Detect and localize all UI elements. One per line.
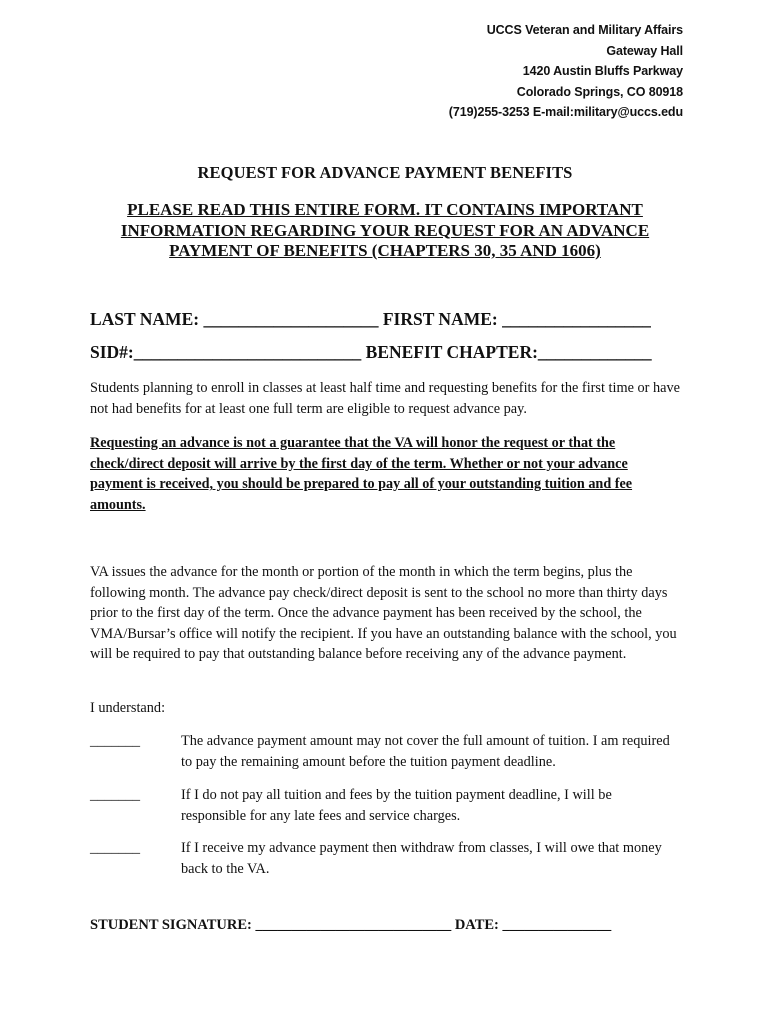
first-name-field[interactable]: FIRST NAME: _________________ [382, 309, 651, 329]
last-name-field[interactable]: LAST NAME: ____________________ [90, 309, 379, 329]
letterhead [449, 20, 683, 123]
letterhead-city: Colorado Springs, CO 80918 [516, 84, 683, 99]
initials-blank[interactable]: _______ [90, 787, 141, 803]
letterhead-office: UCCS Veteran and Military Affairs [486, 23, 683, 37]
signature-row [90, 917, 611, 934]
eligibility-paragraph: Students planning to enroll in classes at least half time and requesting benefits for the first time or have not had benefits for at least one full term are eligible to request advance pay. [90, 380, 680, 417]
important-notice: PLEASE READ THIS ENTIRE FORM. IT CONTAINS IMPORTANT INFORMATION REGARDING YOUR REQUEST FOR AN ADVANCE PAYMENT OF BENEFITS (CHAPTERS 30, 35 AND 1606) [120, 200, 650, 260]
name-fields-row [90, 309, 651, 330]
form-title: REQUEST FOR ADVANCE PAYMENT BENEFITS [197, 163, 573, 182]
date-field[interactable]: DATE: _______________ [454, 917, 612, 933]
warning-paragraph: Requesting an advance is not a guarantee that the VA will honor the request or that the check/direct deposit will arrive by the first day of the term. Whether or not your advance payment is received, you should be prepared to pay all of your outstanding tuition and fee amounts. [90, 435, 633, 513]
letterhead-street: 1420 Austin Bluffs Parkway [522, 64, 683, 78]
benefit-chapter-field[interactable]: BENEFIT CHAPTER:_____________ [365, 342, 652, 362]
initials-blank[interactable]: _______ [90, 733, 141, 749]
sid-fields-row [90, 342, 652, 363]
sid-field[interactable]: SID#:__________________________ [90, 342, 362, 362]
advance-info-paragraph: VA issues the advance for the month or portion of the month in which the term begins, plus the following month. The advance pay check/direct deposit is sent to the school no more than thirty days prior to the first day of the term. Once the advance payment has been received by the school, the VMA/Bursar’s office will notify the recipient. If you have an outstanding balance with the school, you will be required to pay that outstanding balance before receiving any of the advance payment. [90, 564, 677, 663]
letterhead-contact: (719)255-3253 E-mail:military@uccs.edu [448, 105, 683, 119]
initials-blank[interactable]: _______ [90, 840, 141, 856]
acknowledgement-text: If I do not pay all tuition and fees by the tuition payment deadline, I will be responsible for any late fees and service charges. [181, 787, 612, 824]
understand-heading: I understand: [90, 700, 166, 716]
acknowledgement-text: If I receive my advance payment then withdraw from classes, I will owe that money back to the VA. [181, 840, 662, 877]
acknowledgement-text: The advance payment amount may not cover the full amount of tuition. I am required to pay the remaining amount before the tuition payment deadline. [181, 733, 670, 770]
student-signature-field[interactable]: STUDENT SIGNATURE: ___________________________ [90, 917, 452, 933]
letterhead-building: Gateway Hall [606, 43, 683, 58]
